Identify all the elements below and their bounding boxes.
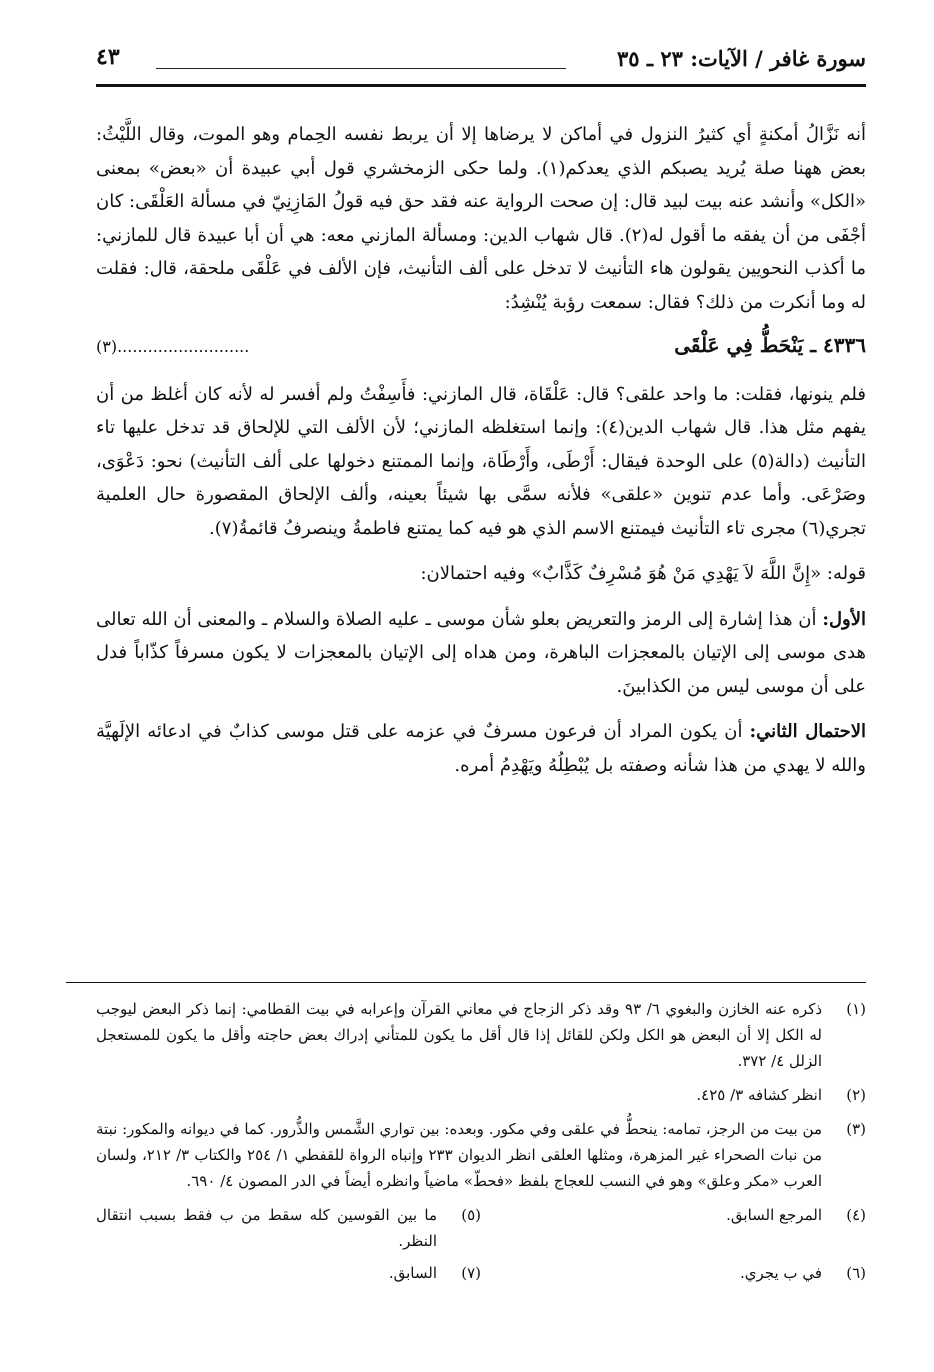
footnote-text: ذكره عنه الخازن والبغوي ٦/ ٩٣ وقد ذكر الزجاج في معاني القرآن وإعرابه في بيت القطامي: إنما ذكر البعض ليوجب له الكل إلا أن البعض هو الكل ولكن للقائل إذا قال أقل ما يكون للمتأني إدراك بعض حاجته وأقل ما يكون للمستعجل الزلل ٤/ ٣٧٢. xyxy=(96,1000,823,1070)
footnote-rule xyxy=(66,982,866,983)
spacer xyxy=(96,591,866,603)
footnote-item xyxy=(96,1260,481,1286)
paragraph-first xyxy=(96,603,866,704)
verse-dots: .......................... xyxy=(117,337,250,356)
footnote-item xyxy=(96,1116,866,1194)
footnote-pair xyxy=(96,1260,866,1286)
footnote-pair xyxy=(96,1202,866,1254)
header-rule xyxy=(96,84,866,87)
verse-line xyxy=(96,329,866,364)
footnote-text: انظر كشافه ٣/ ٤٢٥. xyxy=(696,1086,822,1104)
footnote-item xyxy=(96,1082,866,1108)
footnote-number: (٤) xyxy=(846,1206,866,1224)
verse-tail xyxy=(96,330,249,364)
footnotes xyxy=(96,996,866,1292)
footnote-item xyxy=(481,1202,866,1254)
footnote-number: (٥) xyxy=(461,1206,481,1224)
page-number: ٤٣ xyxy=(96,44,126,70)
footnote-number: (١) xyxy=(846,1000,866,1018)
first-text: أن هذا إشارة إلى الرمز والتعريض بعلو شأن موسى ـ عليه الصلاة والسلام ـ والمعنى أن الله تعالى هدى موسى إلى الإتيان بالمعجزات الباهرة، ومن هداه إلى الإتيان بالمعجزات لا يكون مسرفاً كذّاباً فدل على أن موسى ليس من الكذابينَ. xyxy=(96,608,866,697)
paragraph-1: أنه نَزَّالُ أمكنةٍ أي كثيرُ النزول في أماكن لا يرضاها إلا أن يربط نفسه الحِمام وهو الموت، وقال اللَّيْثُ: بعض ههنا صلة يُريد يصبكم الذي يعدكم(١). ولما حكى الزمخشري قول أبي عبيدة أن «بعض» بمعنى «الكل» وأنشد عنه بيت لبيد قال: إن صحت الرواية عنه فقد حق فيه قولُ المَازِنِيّ في مسألة العَلْقَى: كان أجْفَى من أن يفقه ما أقول له(٢). قال شهاب الدين: ومسألة المازني معه: هي أن أبا عبيدة قال للمازني: ما أكذب النحويين يقولون هاء التأنيث لا تدخل على ألف التأنيث، فإن الألف في عَلْقَى ملحقة، قال: فقلت له وما أنكرت من ذلك؟ فقال: سمعت رؤبة يُنْشِدُ: xyxy=(96,124,866,313)
running-title: سورة غافر / الآيات: ٢٣ ـ ٣٥ xyxy=(611,46,866,71)
footnote-text: في ب يجري. xyxy=(740,1264,822,1282)
first-lead: الأول: xyxy=(822,608,866,630)
footnote-number: (٧) xyxy=(461,1264,481,1282)
footnote-item xyxy=(481,1260,866,1286)
second-lead: الاحتمال الثاني: xyxy=(749,721,866,742)
footnote-item xyxy=(96,996,866,1074)
footnote-text: ما بين القوسين كله سقط من ب فقط بسبب انتقال النظر. xyxy=(96,1206,437,1250)
footnote-number: (٦) xyxy=(846,1264,866,1282)
footnote-number: (٣) xyxy=(846,1120,866,1138)
spacer xyxy=(96,703,866,715)
footnote-text: من بيت من الرجز، تمامه: ينحطُّ في علقى وفي مكور. وبعده: بين تواري الشَّمس والذُّرور. كما في ديوانه والمكور: نبتة من نبات الصحراء غير المزهرة، ومثلها العلقى انظر الديوان ٢٣٣ وإنباه الرواة للقفطي ١/ ٢٥٤ والكتاب ٣/ ٢١٢، ولسان العرب «مكر وعلق» وهو في النسب للعجاج بلفظ «فحطّ» ماضياً وانظره أيضاً في الدر المصون ٤/ ٦٩٠. xyxy=(96,1120,822,1190)
header-leader-line xyxy=(156,68,566,69)
footnote-number: (٢) xyxy=(846,1086,866,1104)
verse-text: ٤٣٣٦ ـ يَنْحَطُّ فِي عَلْقَى xyxy=(674,333,866,357)
verse-footnote-ref: (٣) xyxy=(96,337,118,356)
main-text xyxy=(96,118,866,782)
spacer xyxy=(96,545,866,557)
paragraph-2: فلم ينونها، فقلت: ما واحد علقى؟ قال: عَلْقَاة، قال المازني: فأَسِفْتُ ولم أفسر له لأنه كان أغلظ من أن يفهم مثل هذا. قال شهاب الدين(٤): وإنما استغلظه المازني؛ لأن الألف التي للإلحاق قد تدخل عليها تاء التأنيث (دالة(٥) على الوحدة فيقال: أَرْطَى، وأَرْطَاة، وإنما الممتنع دخولها على ألف التأنيث) نحو: دَعْوَى، وصَرْعَى. وأما عدم تنوين «علقى» فلأنه سمَّى بها شيئاً بعينه، وألف الإلحاق المقصورة حال العلمية تجري(٦) مجرى تاء التأنيث فيمتنع الاسم الذي هو فيه كما يمتنع فاطمةُ وينصرفُ قائمةُ(٧). xyxy=(96,383,867,539)
second-text: أن يكون المراد أن فرعون مسرفٌ في عزمه على قتل موسى كذابٌ في ادعائه الإلَهيَّة والله لا يهدي من هذا شأنه وصفته بل يُبْطِلُهُ ويَهْدِمُ أمره. xyxy=(96,721,866,776)
page-header xyxy=(96,38,866,88)
paragraph-3: قوله: «إِنَّ اللَّهَ لاَ يَهْدِي مَنْ هُوَ مُسْرِفٌ كَذَّابٌ» وفيه احتمالان: xyxy=(420,563,866,584)
footnote-text: المرجع السابق. xyxy=(726,1206,822,1224)
footnote-text: السابق. xyxy=(388,1264,437,1282)
paragraph-second xyxy=(96,715,866,782)
footnote-item xyxy=(96,1202,481,1254)
